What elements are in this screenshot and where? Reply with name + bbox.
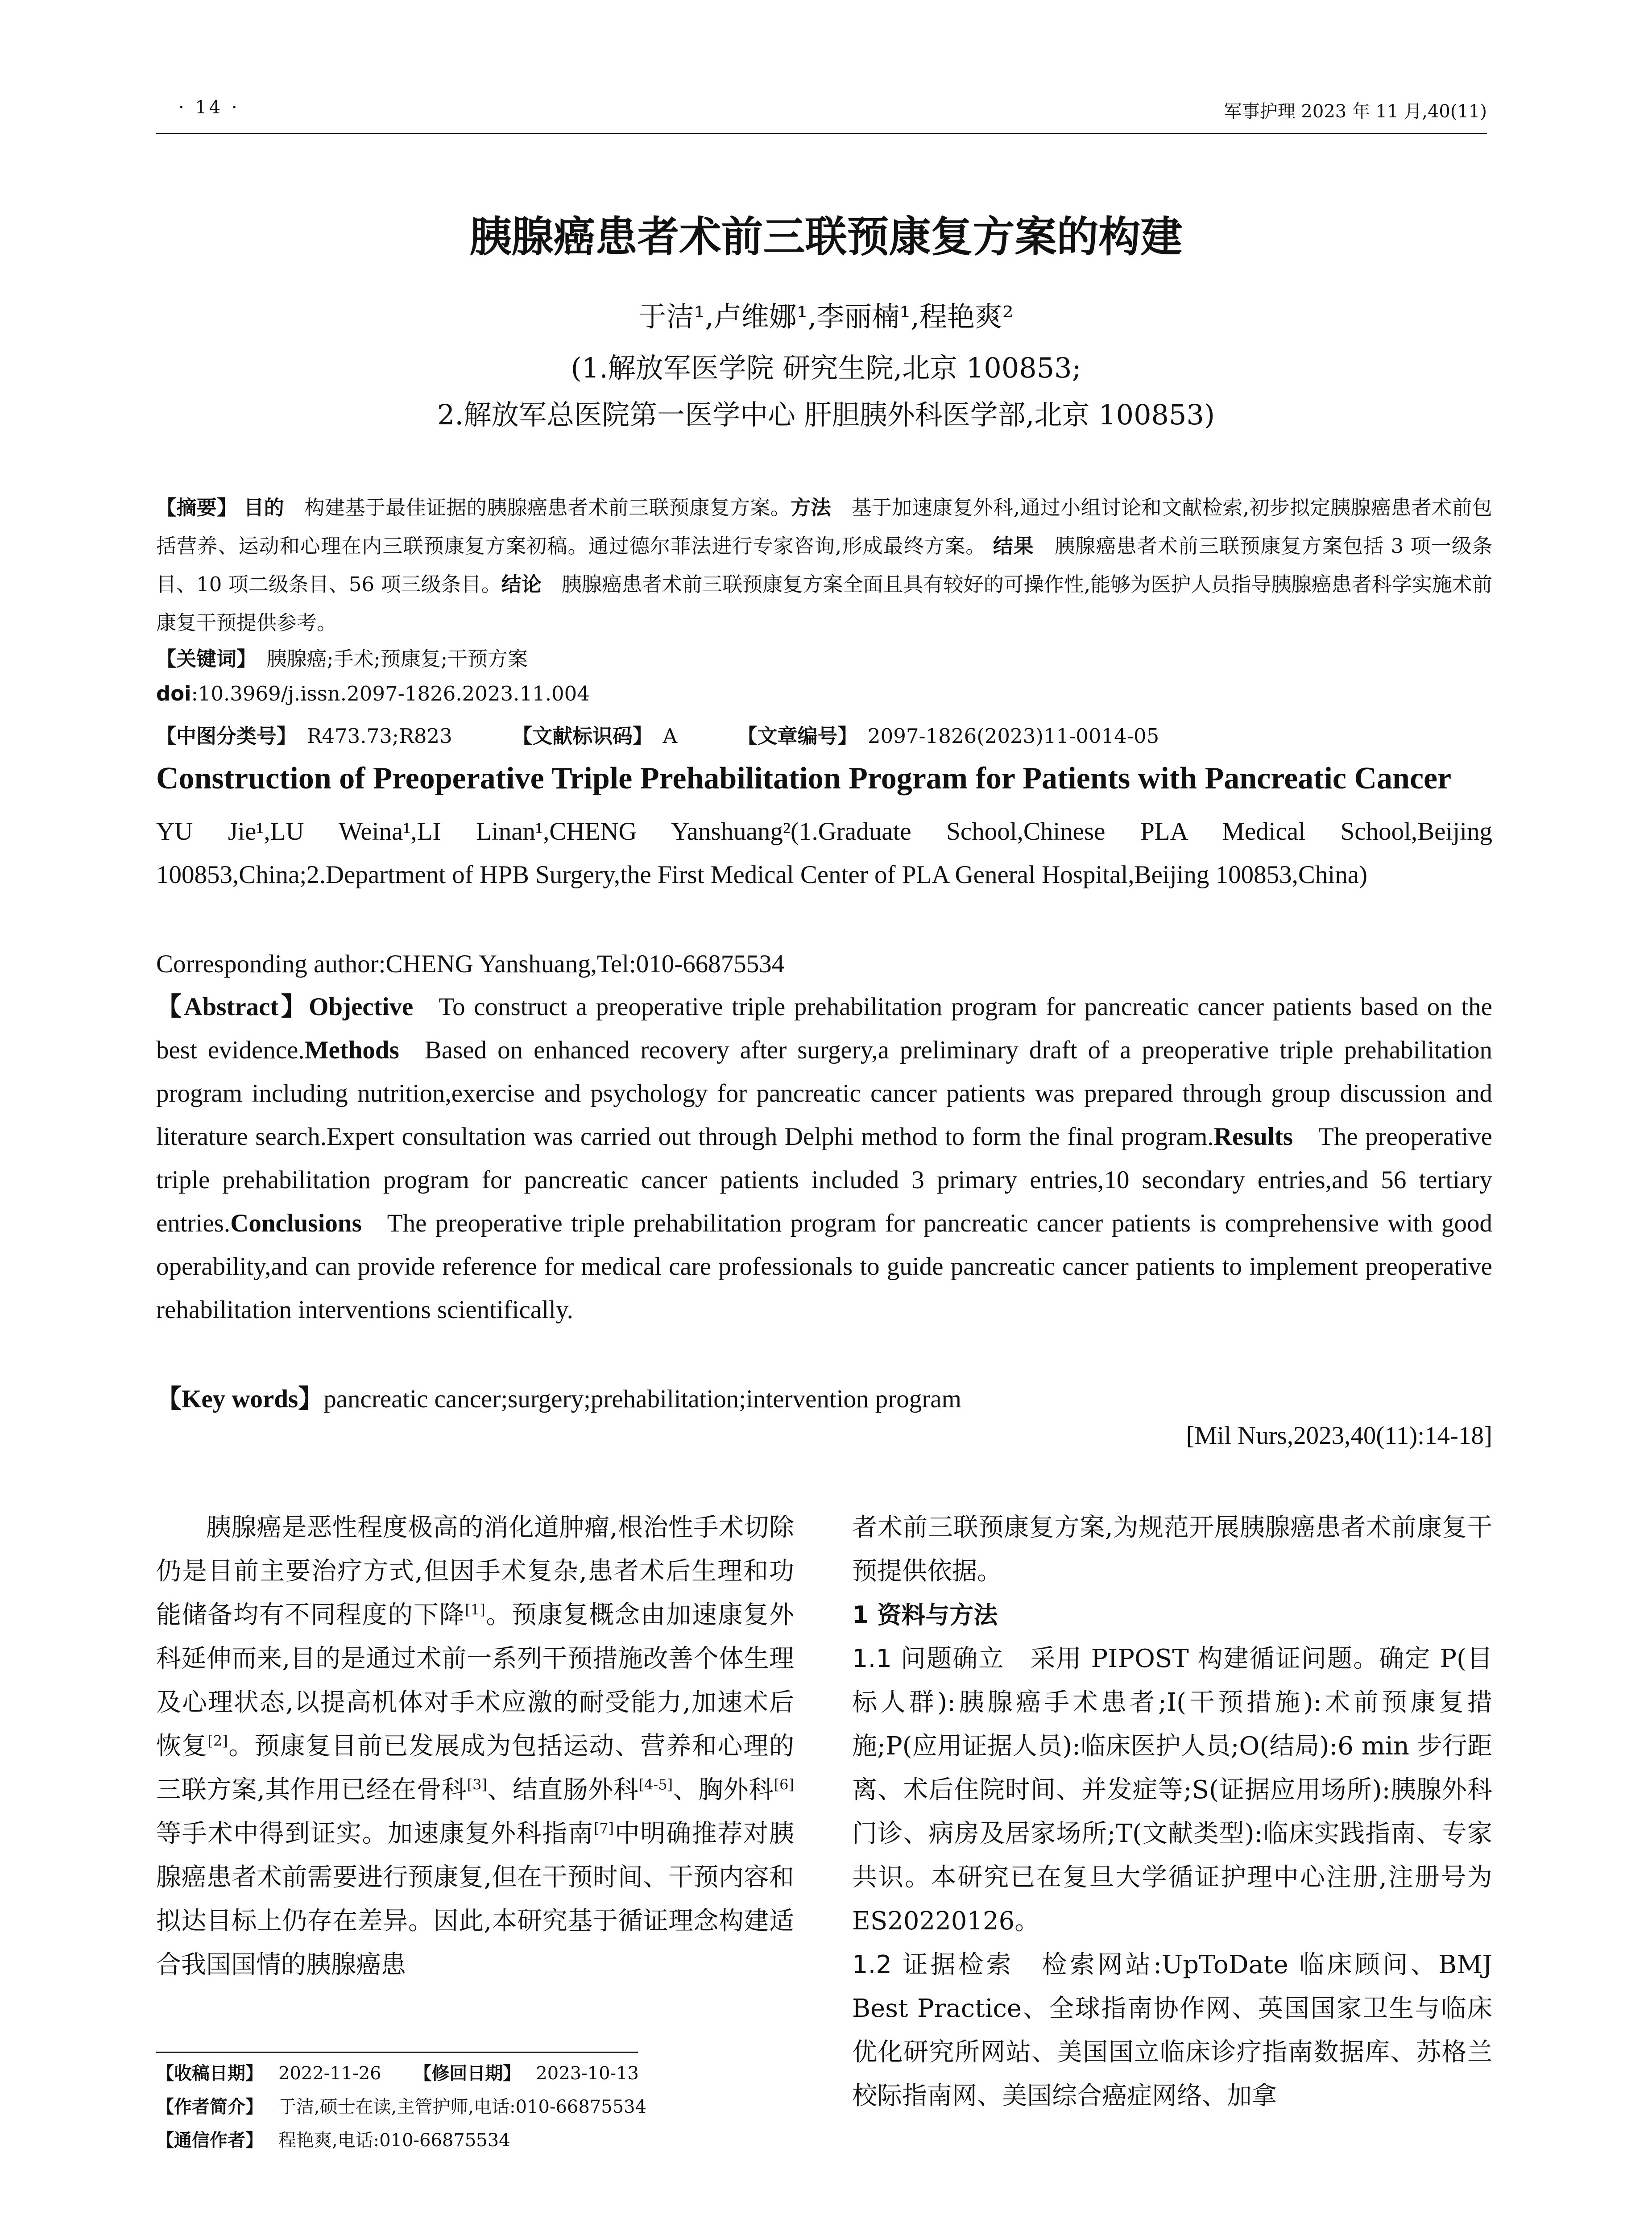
classification-line (156, 720, 1159, 749)
corr-author: 程艳爽,电话:010-66875534 (278, 2130, 510, 2151)
intro-text-3: 。预康复目前已发展成为包括运动、营养和心理的三联方案,其作用已经在骨科 (156, 1732, 795, 1804)
intro-text-5: 、胸外科 (673, 1775, 774, 1804)
body-left-column (156, 1506, 794, 1987)
doc-code-label: 【文献标识码】 (512, 724, 653, 748)
footnote-author (156, 2093, 646, 2118)
clc-value: R473.73;R823 (306, 724, 452, 748)
article-number-value: 2097-1826(2023)11-0014-05 (867, 724, 1159, 748)
objective-cn-label: 目的 (244, 496, 285, 519)
ref-6[interactable]: [6] (774, 1776, 794, 1793)
abstract-en (156, 985, 1492, 1331)
keywords-cn (156, 643, 528, 672)
intro-text-1: 胰腺癌是恶性程度极高的消化道肿瘤,根治性手术切除仍是目前主要治疗方式,但因手术复杂,患者术后生理和功能储备均有不同程度的下降 (156, 1513, 794, 1630)
keywords-en (156, 1377, 1492, 1421)
subsection-1-1-label: 1.1 问题确立 (852, 1644, 1005, 1673)
title-en: Construction of Preoperative Triple Prehabilitation Program for Patients with Pancreatic Cancer (156, 761, 1452, 796)
footnote-dates (156, 2059, 639, 2085)
body-right-column (852, 1506, 1492, 2118)
methods-en: Based on enhanced recovery after surgery,a preliminary draft of a preoperative triple prehabilitation program including nutrition,exercise and psychology for pancreatic cancer patients was prepared through group discussion and literature search.Expert consultation was carried out through Delphi method to form the final program. (156, 1036, 1492, 1151)
subsection-1-2 (852, 1943, 1492, 2118)
results-cn-label: 结果 (993, 534, 1035, 558)
abstract-en-label: 【Abstract】 (156, 993, 309, 1021)
objective-en-label: Objective (309, 993, 414, 1021)
results-en: The preoperative triple prehabilitation program for pancreatic cancer patients included 3 primary entries,10 secondary entries,and 56 tertiary entries. (156, 1123, 1492, 1237)
corresponding-author: Corresponding author:CHENG Yanshuang,Tel:010-66875534 (156, 950, 785, 978)
author-bio: 于洁,硕士在读,主管护师,电话:010-66875534 (278, 2097, 647, 2117)
doi-label: doi (156, 682, 191, 705)
methods-cn: 基于加速康复外科,通过小组讨论和文献检索,初步拟定胰腺癌患者术前包括营养、运动和心理在内三联预康复方案初稿。通过德尔菲法进行专家咨询,形成最终方案。 (156, 496, 1492, 558)
subsection-1-2-label: 1.2 证据检索 (852, 1950, 1014, 1979)
footnote-corresponding (156, 2126, 510, 2152)
affiliation-cn-2: 2.解放军总医院第一医学中心 肝胆胰外科医学部,北京 100853) (437, 398, 1215, 431)
page-number: · 14 · (178, 97, 240, 118)
conclusion-cn-label: 结论 (501, 572, 542, 596)
authors-cn: 于洁¹,卢维娜¹,李丽楠¹,程艳爽² (638, 300, 1014, 333)
affiliation-cn-1: (1.解放军医学院 研究生院,北京 100853; (571, 352, 1081, 384)
subsection-1-1 (852, 1637, 1492, 1943)
intro-text-4: 、结直肠外科 (487, 1775, 639, 1804)
section-1-heading: 1 资料与方法 (852, 1601, 998, 1629)
ref-7[interactable]: [7] (593, 1820, 614, 1837)
article-number-label: 【文章编号】 (737, 724, 858, 748)
doi-value: :10.3969/j.issn.2097-1826.2023.11.004 (191, 682, 590, 705)
results-cn: 胰腺癌患者术前三联预康复方案包括 3 项一级条目、10 项二级条目、56 项三级条目。 (156, 534, 1492, 596)
author-bio-label: 【作者简介】 (156, 2097, 263, 2117)
methods-en-label: Methods (304, 1036, 399, 1064)
conclusions-en: The preoperative triple prehabilitation program for pancreatic cancer patients is comprehensive with good operability,and can provide reference for medical care professionals to guide pancreatic cancer patients to implement preoperative rehabilitation interventions scientifically. (156, 1209, 1492, 1324)
doc-code-value: A (662, 724, 678, 748)
ref-1[interactable]: [1] (465, 1601, 485, 1618)
keywords-cn-label: 【关键词】 (156, 647, 257, 671)
authors-en: YU Jie¹,LU Weina¹,LI Linan¹,CHENG Yanshuang²(1.Graduate School,Chinese PLA Medical School,Beijing 100853,China;2.Department of HPB Surgery,the First Medical Center of PLA General Hospital,Beijing 100853,China) (156, 817, 1492, 889)
received-label: 【收稿日期】 (156, 2063, 263, 2084)
journal-header: 军事护理 2023 年 11 月,40(11) (1224, 101, 1487, 122)
title-cn: 胰腺癌患者术前三联预康复方案的构建 (469, 213, 1183, 261)
abstract-cn-label: 【摘要】 (156, 496, 237, 519)
objective-en: To construct a preoperative triple prehabilitation program for pancreatic cancer patients based on the best evidence. (156, 993, 1492, 1064)
revised-date: 2023-10-13 (536, 2063, 639, 2084)
conclusion-cn: 胰腺癌患者术前三联预康复方案全面且具有较好的可操作性,能够为医护人员指导胰腺癌患者科学实施术前康复干预提供参考。 (156, 572, 1492, 634)
abstract-cn (156, 489, 1492, 642)
intro-continuation: 者术前三联预康复方案,为规范开展胰腺癌患者术前康复干预提供依据。 (852, 1513, 1492, 1586)
header-rule (156, 133, 1487, 134)
clc-label: 【中图分类号】 (156, 724, 297, 748)
intro-text-7: 中明确推荐对胰腺癌患者术前需要进行预康复,但在干预时间、干预内容和拟达目标上仍存在差异。因此,本研究基于循证理念构建适合我国国情的胰腺癌患 (156, 1819, 795, 1979)
conclusions-en-label: Conclusions (230, 1209, 362, 1237)
objective-cn: 构建基于最佳证据的胰腺癌患者术前三联预康复方案。 (304, 496, 791, 519)
methods-cn-label: 方法 (791, 496, 832, 519)
keywords-en-label: 【Key words】 (156, 1385, 324, 1413)
intro-paragraph (156, 1506, 794, 1987)
received-date: 2022-11-26 (278, 2063, 381, 2084)
citation: [Mil Nurs,2023,40(11):14-18] (1186, 1422, 1492, 1450)
ref-3[interactable]: [3] (467, 1776, 487, 1793)
results-en-label: Results (1213, 1123, 1293, 1151)
keywords-cn-text: 胰腺癌;手术;预康复;干预方案 (266, 647, 528, 671)
intro-text-6: 等手术中得到证实。加速康复外科指南 (156, 1819, 594, 1848)
ref-4-5[interactable]: [4-5] (638, 1776, 673, 1793)
revised-label: 【修回日期】 (414, 2063, 521, 2084)
intro-text-2: 。预康复概念由加速康复外科延伸而来,目的是通过术前一系列干预措施改善个体生理及心理状态,以提高机体对手术应激的耐受能力,加速术后恢复 (156, 1601, 795, 1761)
doi-line (156, 682, 590, 705)
footnote-rule (156, 2052, 638, 2053)
subsection-1-2-text: 检索网站:UpToDate 临床顾问、BMJ Best Practice、全球指南协作网、英国国家卫生与临床优化研究所网站、美国国立临床诊疗指南数据库、苏格兰校际指南网、美国综合癌症网络、加拿 (852, 1950, 1492, 2111)
subsection-1-1-text: 采用 PIPOST 构建循证问题。确定 P(目标人群):胰腺癌手术患者;I(干预措施):术前预康复措施;P(应用证据人员):临床医护人员;O(结局):6 min 步行距离、术后住院时间、并发症等;S(证据应用场所):胰腺外科门诊、病房及居家场所;T(文献类型):临床实践指南、专家共识。本研究已在复旦大学循证护理中心注册,注册号为ES20220126。 (852, 1644, 1492, 1936)
corr-author-label: 【通信作者】 (156, 2130, 263, 2151)
ref-2[interactable]: [2] (207, 1732, 228, 1750)
keywords-en-text: pancreatic cancer;surgery;prehabilitation;intervention program (323, 1385, 961, 1413)
